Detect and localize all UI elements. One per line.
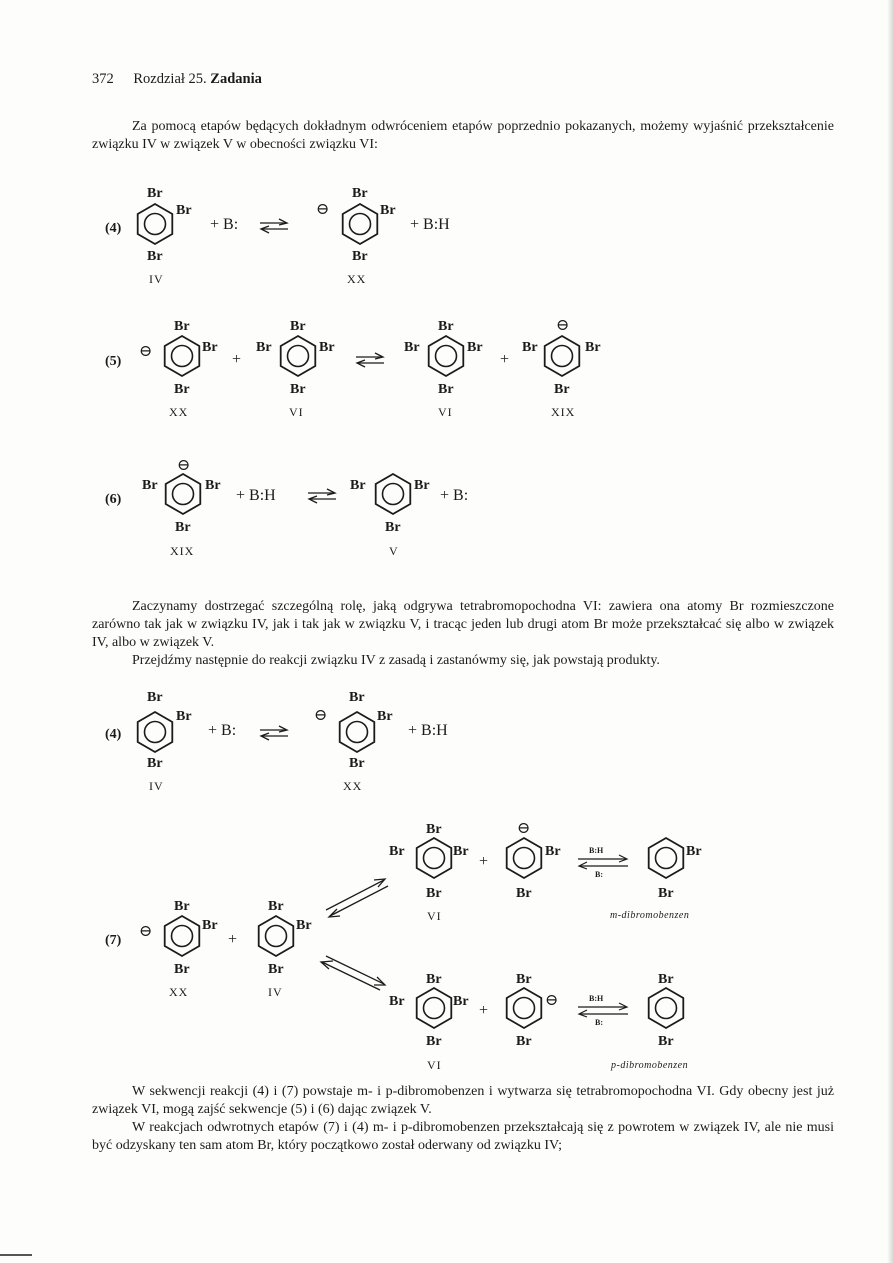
benzene-ring-p-dibromobenzene (649, 988, 684, 1028)
br-substituent: Br (268, 899, 284, 914)
plus-sign: + (232, 351, 242, 368)
br-substituent: Br (175, 520, 191, 535)
scheme-step-7 (105, 820, 702, 1072)
compound-label-IV: IV (149, 779, 164, 793)
benzene-ring-XIX (166, 474, 201, 514)
reagent-base: + B: (440, 487, 469, 504)
scan-corner-mark (0, 1254, 32, 1256)
br-substituent: Br (658, 886, 674, 901)
middle-text-2: Przejdźmy następnie do reakcji związku IV z zasadą i zastanówmy się, jak powstają produkty. (132, 653, 660, 668)
reagent-base: + B: (210, 216, 239, 233)
br-substituent: Br (438, 382, 454, 397)
lower-branch-arrow (321, 956, 385, 990)
br-substituent: Br (350, 478, 366, 493)
plus-sign: + (500, 351, 510, 368)
chapter-title: Zadania (210, 71, 262, 87)
br-substituent: Br (205, 478, 221, 493)
intro-text: Za pomocą etapów będących dokładnym odwróceniem etapów poprzednio pokazanych, możemy wyjaśnić przekształcenie związku IV w związek V w obecności związku VI: (92, 119, 834, 152)
equilibrium-arrow (308, 489, 336, 503)
step-5-label: (5) (105, 354, 122, 369)
br-substituent: Br (268, 962, 284, 977)
step-6-label: (6) (105, 492, 122, 507)
step-4-label: (4) (105, 727, 122, 742)
benzene-ring-VI (417, 838, 452, 878)
equilibrium-arrow (356, 353, 384, 367)
reagent-base: + B: (208, 722, 237, 739)
benzene-ring-V (376, 474, 411, 514)
reagent-acid: + B:H (236, 487, 276, 504)
benzene-ring-m-dibromobenzene (649, 838, 684, 878)
compound-label-V: V (389, 544, 399, 558)
condition-acid: B:H (589, 846, 604, 855)
protonation-equilibrium-arrow (578, 1003, 628, 1017)
br-substituent: Br (290, 382, 306, 397)
page-number: 372 (92, 71, 114, 87)
reagent-acid: + B:H (408, 722, 448, 739)
bottom-text-1: W sekwencji reakcji (4) i (7) powstaje m- i p-dibromobenzen i wytwarza się tetrabromopochodna VI. Gdy obecny jest już związek VI, mogą zajść sekwencje (5) i (6) dając związek V. (92, 1084, 834, 1117)
br-substituent: Br (202, 340, 218, 355)
benzene-ring-XIX (545, 336, 580, 376)
br-substituent: Br (554, 382, 570, 397)
br-substituent: Br (585, 340, 601, 355)
br-substituent: Br (516, 1034, 532, 1049)
scheme-step-5 (105, 317, 601, 419)
protonation-equilibrium-arrow (578, 855, 628, 869)
plus-sign: + (479, 1002, 489, 1019)
br-substituent: Br (426, 822, 442, 837)
br-substituent: Br (174, 899, 190, 914)
product-name-m: m-dibromobenzen (610, 910, 690, 921)
br-substituent: Br (404, 340, 420, 355)
chapter-label: Rozdział 25. (133, 71, 207, 87)
br-substituent: Br (516, 886, 532, 901)
br-substituent: Br (147, 756, 163, 771)
plus-sign: + (228, 931, 238, 948)
br-substituent: Br (467, 340, 483, 355)
br-substituent: Br (385, 520, 401, 535)
condition-base: B: (595, 1018, 603, 1027)
benzene-ring-VI (429, 336, 464, 376)
br-substituent: Br (522, 340, 538, 355)
compound-label-XX: XX (347, 272, 367, 286)
step-4-label: (4) (105, 221, 122, 236)
middle-text-1: Zaczynamy dostrzegać szczególną rolę, jaką odgrywa tetrabromopochodna VI: zawiera ona atomy Br rozmieszczone zarówno tak jak w związku IV, jak i tak jak w związku V, i tracąc jeden lub drugi atom Br może przekształcać się albo w związek IV, albo w związek V. (92, 599, 834, 650)
carbanion-sign: ⊖ (314, 707, 328, 724)
benzene-ring-IV (138, 204, 173, 244)
br-substituent: Br (426, 886, 442, 901)
br-substituent: Br (426, 1034, 442, 1049)
compound-label-XIX: XIX (551, 405, 576, 419)
br-substituent: Br (686, 844, 702, 859)
br-substituent: Br (174, 319, 190, 334)
scheme-step-4-first (105, 186, 450, 286)
br-substituent: Br (176, 203, 192, 218)
br-substituent: Br (658, 1034, 674, 1049)
equilibrium-arrow (260, 726, 288, 740)
br-substituent: Br (453, 844, 469, 859)
carbanion-sign: ⊖ (556, 317, 570, 334)
br-substituent: Br (380, 203, 396, 218)
br-substituent: Br (176, 709, 192, 724)
br-substituent: Br (349, 756, 365, 771)
benzene-ring-VI (417, 988, 452, 1028)
compound-label-XX: XX (343, 779, 363, 793)
plus-sign: + (479, 853, 489, 870)
scheme-step-4-second (105, 690, 448, 793)
carbanion-sign: ⊖ (139, 343, 153, 360)
br-substituent: Br (256, 340, 272, 355)
compound-label-IV: IV (268, 985, 283, 999)
benzene-ring-XX (343, 204, 378, 244)
br-substituent: Br (438, 319, 454, 334)
carbanion-sign: ⊖ (139, 923, 153, 940)
benzene-ring-IV (259, 916, 294, 956)
compound-label-XX: XX (169, 985, 189, 999)
carbanion-sign: ⊖ (517, 820, 531, 837)
br-substituent: Br (453, 994, 469, 1009)
carbanion-sign: ⊖ (177, 457, 191, 474)
benzene-ring-XX (165, 916, 200, 956)
product-name-p: p-dibromobenzen (611, 1060, 689, 1071)
compound-label-XIX: XIX (170, 544, 195, 558)
benzene-ring-anion (507, 838, 542, 878)
br-substituent: Br (296, 918, 312, 933)
br-substituent: Br (349, 690, 365, 705)
br-substituent: Br (377, 709, 393, 724)
benzene-ring-XX (340, 712, 375, 752)
br-substituent: Br (147, 186, 163, 201)
br-substituent: Br (174, 962, 190, 977)
br-substituent: Br (147, 690, 163, 705)
br-substituent: Br (516, 972, 532, 987)
step-7-label: (7) (105, 933, 122, 948)
compound-label-VI: VI (438, 405, 453, 419)
br-substituent: Br (389, 994, 405, 1009)
br-substituent: Br (202, 918, 218, 933)
br-substituent: Br (426, 972, 442, 987)
equilibrium-arrow (260, 219, 288, 233)
condition-acid: B:H (589, 994, 604, 1003)
compound-label-VI: VI (289, 405, 304, 419)
br-substituent: Br (389, 844, 405, 859)
br-substituent: Br (658, 972, 674, 987)
benzene-ring-VI (281, 336, 316, 376)
benzene-ring-anion (507, 988, 542, 1028)
bottom-text-2: W reakcjach odwrotnych etapów (7) i (4) m- i p-dibromobenzen przekształcają się z powrotem w związek IV, ale nie musi być odzyskany ten sam atom Br, który początkowo został oderwany od związku IV; (92, 1120, 834, 1153)
br-substituent: Br (174, 382, 190, 397)
carbanion-sign: ⊖ (545, 992, 559, 1009)
compound-label-XX: XX (169, 405, 189, 419)
compound-label-VI: VI (427, 909, 442, 923)
scheme-step-6 (105, 457, 468, 558)
br-substituent: Br (352, 186, 368, 201)
br-substituent: Br (414, 478, 430, 493)
carbanion-sign: ⊖ (316, 201, 330, 218)
br-substituent: Br (142, 478, 158, 493)
br-substituent: Br (319, 340, 335, 355)
compound-label-IV: IV (149, 272, 164, 286)
upper-branch-arrow (326, 879, 388, 917)
condition-base: B: (595, 870, 603, 879)
compound-label-VI: VI (427, 1058, 442, 1072)
br-substituent: Br (290, 319, 306, 334)
br-substituent: Br (545, 844, 561, 859)
br-substituent: Br (147, 249, 163, 264)
benzene-ring-XX (165, 336, 200, 376)
benzene-ring-IV (138, 712, 173, 752)
reagent-acid: + B:H (410, 216, 450, 233)
br-substituent: Br (352, 249, 368, 264)
